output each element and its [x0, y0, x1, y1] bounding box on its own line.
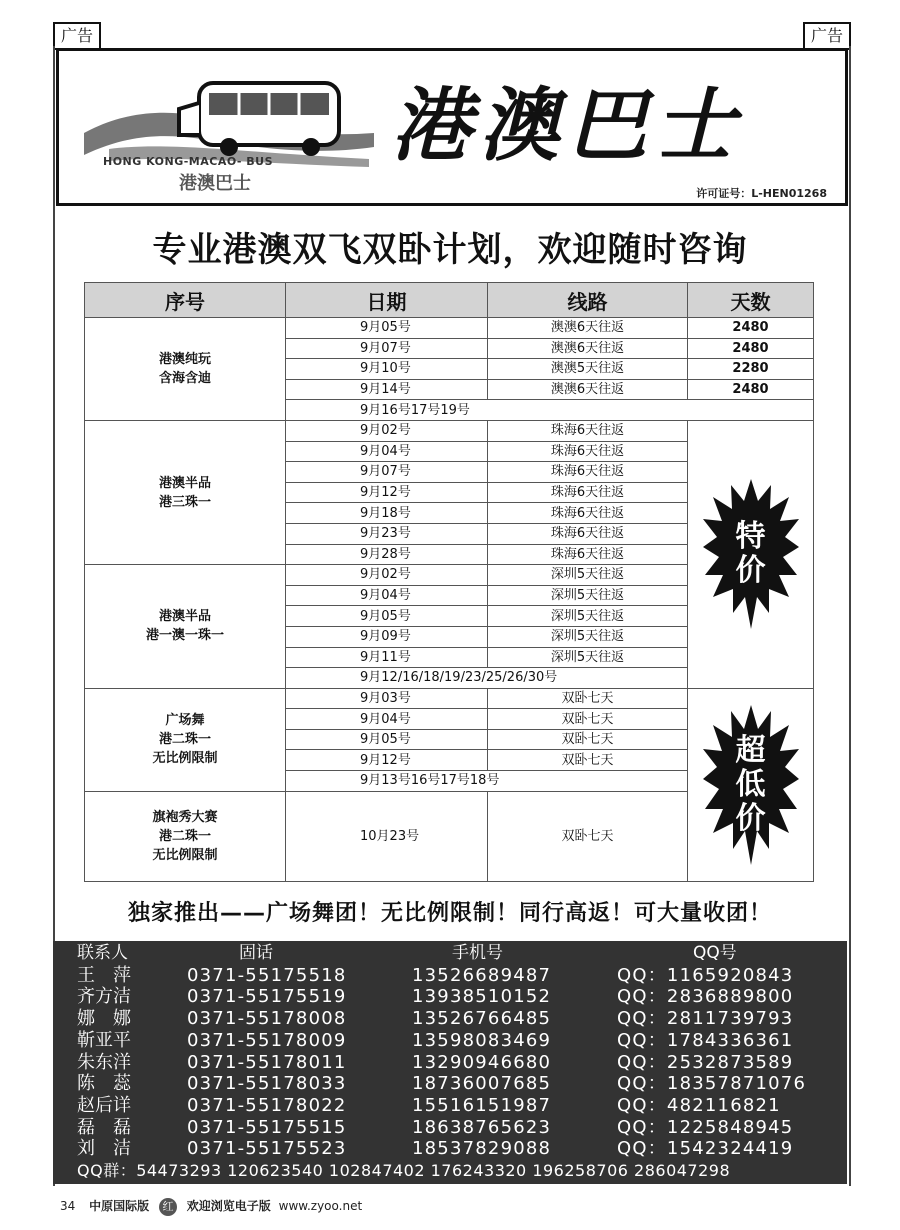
- contact-qq: QQ：18357871076: [617, 1073, 807, 1095]
- group-name-line: 旗袍秀大赛: [152, 809, 218, 825]
- route-cell: 珠海6天往返: [488, 523, 688, 544]
- brand-title: 港澳巴士: [391, 79, 743, 172]
- contact-row: [77, 965, 829, 987]
- route-cell: 双卧七天: [488, 791, 688, 881]
- route-cell: 珠海6天往返: [488, 482, 688, 503]
- magazine-name: 中原国际版: [89, 1199, 150, 1213]
- contacts-table: [77, 943, 829, 1160]
- contact-mobile: 18736007685: [412, 1073, 552, 1095]
- contact-tel: 0371-55178009: [187, 1029, 347, 1051]
- ad-label-left: 广告: [53, 22, 101, 50]
- contact-tel: 0371-55175519: [187, 986, 347, 1008]
- group-name-line: 广场舞: [165, 713, 205, 729]
- date-cell: 9月04号: [286, 709, 488, 730]
- contact-tel: 0371-55178011: [187, 1051, 347, 1073]
- date-cell: 9月12号: [286, 750, 488, 771]
- date-cell: 9月18号: [286, 503, 488, 524]
- contact-row: [77, 1073, 829, 1095]
- contact-row: [77, 1008, 829, 1030]
- contact-row: [77, 986, 829, 1008]
- footer-slogan: 欢迎浏览电子版: [186, 1199, 271, 1213]
- group-name-line: 港二珠一: [158, 732, 211, 748]
- contact-qq: QQ：2836889800: [617, 986, 794, 1008]
- contact-name: 赵后详: [77, 1094, 131, 1116]
- route-cell: 深圳5天往返: [488, 565, 688, 586]
- contact-tel: 0371-55178008: [187, 1008, 347, 1030]
- contact-qq: QQ：1542324419: [617, 1138, 794, 1160]
- date-cell: 9月02号: [286, 420, 488, 441]
- route-cell: 双卧七天: [488, 729, 688, 750]
- route-cell: 深圳5天往返: [488, 647, 688, 668]
- brand-header: [56, 48, 848, 206]
- contacts-header-tel: 固话: [239, 943, 273, 963]
- contact-mobile: 18537829088: [412, 1138, 552, 1160]
- group-name: [85, 420, 286, 564]
- route-cell: 珠海6天往返: [488, 462, 688, 483]
- bus-logo: [79, 63, 379, 194]
- group-name-line: 港澳半品: [158, 475, 211, 491]
- contact-row: [77, 1030, 829, 1052]
- contact-name: 齐方洁: [77, 986, 131, 1008]
- contact-name: 刘 洁: [77, 1138, 131, 1160]
- date-cell: 9月05号: [286, 318, 488, 339]
- date-cell: 9月04号: [286, 441, 488, 462]
- contact-name: 娜 娜: [77, 1008, 131, 1030]
- headline: 专业港澳双飞双卧计划，欢迎随时咨询: [152, 230, 748, 270]
- date-cell: 9月12号: [286, 482, 488, 503]
- badge-char: 价: [735, 800, 766, 836]
- red-badge-icon: 红: [159, 1198, 177, 1216]
- contact-tel: 0371-55178033: [187, 1073, 347, 1095]
- group-name: [85, 791, 286, 881]
- contact-row: [77, 1095, 829, 1117]
- route-cell: 珠海6天往返: [488, 420, 688, 441]
- date-cell: 9月05号: [286, 606, 488, 627]
- contact-row: [77, 1117, 829, 1139]
- group-name-line: 港三珠一: [158, 494, 211, 510]
- date-cell: 9月28号: [286, 544, 488, 565]
- contacts-header-qq: QQ号: [693, 943, 737, 963]
- contact-tel: 0371-55175518: [187, 964, 347, 986]
- price-cell: 2480: [688, 379, 814, 400]
- group-name-line: 港澳半品: [158, 609, 211, 625]
- contact-qq: QQ：1225848945: [617, 1116, 794, 1138]
- header-seq: 序号: [85, 283, 286, 318]
- date-cell: 9月05号: [286, 729, 488, 750]
- contact-row: [77, 1138, 829, 1160]
- group-name-line: 含海含迪: [158, 370, 211, 386]
- route-cell: 珠海6天往返: [488, 544, 688, 565]
- special-price-badge: [688, 420, 814, 688]
- route-cell: 深圳5天往返: [488, 606, 688, 627]
- date-cell: 9月23号: [286, 523, 488, 544]
- contact-mobile: 13526689487: [412, 964, 552, 986]
- group-name-line: 港澳纯玩: [158, 351, 211, 367]
- logo-english-text: HONG KONG-MACAO- BUS: [103, 155, 274, 168]
- header-date: 日期: [286, 283, 488, 318]
- table-header-row: [85, 283, 814, 318]
- qq-group-list: QQ群：54473293 120623540 102847402 176243320 196258706 286047298: [77, 1161, 731, 1180]
- contact-name: 陈 蕊: [77, 1073, 131, 1095]
- footer-url[interactable]: www.zyoo.net: [278, 1199, 363, 1213]
- header-days: 天数: [688, 283, 814, 318]
- badge-char: 超: [735, 732, 766, 768]
- contact-qq: QQ：1165920843: [617, 964, 794, 986]
- contact-name: 磊 磊: [77, 1116, 131, 1138]
- date-cell: 9月02号: [286, 565, 488, 586]
- contacts-header-row: [77, 943, 829, 965]
- date-cell: 9月10号: [286, 359, 488, 380]
- route-cell: 深圳5天往返: [488, 626, 688, 647]
- contact-mobile: 13598083469: [412, 1029, 552, 1051]
- ad-label-right: 广告: [803, 22, 851, 50]
- contacts-panel: [53, 941, 847, 1184]
- price-cell: 2480: [688, 338, 814, 359]
- page-number: 34: [60, 1199, 76, 1213]
- contact-mobile: 13526766485: [412, 1008, 552, 1030]
- date-cell: 9月14号: [286, 379, 488, 400]
- date-cell: 9月11号: [286, 647, 488, 668]
- contact-mobile: 13938510152: [412, 986, 552, 1008]
- date-cell: 9月03号: [286, 688, 488, 709]
- group-name: [85, 318, 286, 421]
- header-route: 线路: [488, 283, 688, 318]
- page-footer: [60, 1197, 362, 1216]
- group-name: [85, 688, 286, 791]
- table-row: [85, 420, 814, 441]
- extra-dates-cell: 9月12/16/18/19/23/25/26/30号: [286, 668, 688, 689]
- contact-tel: 0371-55175515: [187, 1116, 347, 1138]
- date-cell: 9月07号: [286, 338, 488, 359]
- group-name-line: 无比例限制: [152, 751, 218, 767]
- route-cell: 珠海6天往返: [488, 441, 688, 462]
- route-cell: 双卧七天: [488, 688, 688, 709]
- contact-qq: QQ：482116821: [617, 1094, 781, 1116]
- route-cell: 澳澳6天往返: [488, 318, 688, 339]
- logo-chinese-text: 港澳巴士: [179, 173, 251, 194]
- badge-char: 低: [735, 766, 766, 802]
- group-name: [85, 565, 286, 689]
- contact-name: 王 萍: [77, 964, 131, 986]
- price-cell: 2480: [688, 318, 814, 339]
- badge-char: 特: [735, 519, 766, 555]
- contact-qq: QQ：2532873589: [617, 1051, 794, 1073]
- date-cell: 10月23号: [286, 791, 488, 881]
- low-price-badge: [688, 688, 814, 881]
- price-cell: 2280: [688, 359, 814, 380]
- group-name-line: 无比例限制: [152, 847, 218, 863]
- route-cell: 双卧七天: [488, 750, 688, 771]
- license-number: 许可证号：L-HEN01268: [696, 187, 827, 200]
- contacts-header-name: 联系人: [77, 943, 128, 963]
- badge-char: 价: [735, 553, 766, 589]
- contacts-header-mobile: 手机号: [452, 943, 503, 963]
- route-cell: 澳澳6天往返: [488, 379, 688, 400]
- date-cell: 9月07号: [286, 462, 488, 483]
- extra-dates-cell: 9月13号16号17号18号: [286, 771, 688, 792]
- contact-mobile: 13290946680: [412, 1051, 552, 1073]
- contact-qq: QQ：1784336361: [617, 1029, 794, 1051]
- contact-tel: 0371-55178022: [187, 1094, 347, 1116]
- group-name-line: 港一澳一珠一: [145, 628, 224, 644]
- route-cell: 双卧七天: [488, 709, 688, 730]
- extra-dates-cell: 9月16号17号19号: [286, 400, 814, 421]
- schedule-table: [84, 282, 814, 882]
- route-cell: 珠海6天往返: [488, 503, 688, 524]
- contact-mobile: 18638765623: [412, 1116, 552, 1138]
- group-name-line: 港二珠一: [158, 828, 211, 844]
- contact-tel: 0371-55175523: [187, 1138, 347, 1160]
- contact-mobile: 15516151987: [412, 1094, 552, 1116]
- route-cell: 深圳5天往返: [488, 585, 688, 606]
- route-cell: 澳澳6天往返: [488, 338, 688, 359]
- contact-qq: QQ：2811739793: [617, 1008, 794, 1030]
- date-cell: 9月04号: [286, 585, 488, 606]
- table-row: [85, 688, 814, 709]
- contact-name: 朱东洋: [77, 1051, 131, 1073]
- date-cell: 9月09号: [286, 626, 488, 647]
- promo-banner: 独家推出——广场舞团！无比例限制！同行高返！可大量收团！: [127, 901, 772, 926]
- table-row: [85, 318, 814, 339]
- route-cell: 澳澳5天往返: [488, 359, 688, 380]
- contact-row: [77, 1052, 829, 1074]
- contact-name: 靳亚平: [77, 1029, 131, 1051]
